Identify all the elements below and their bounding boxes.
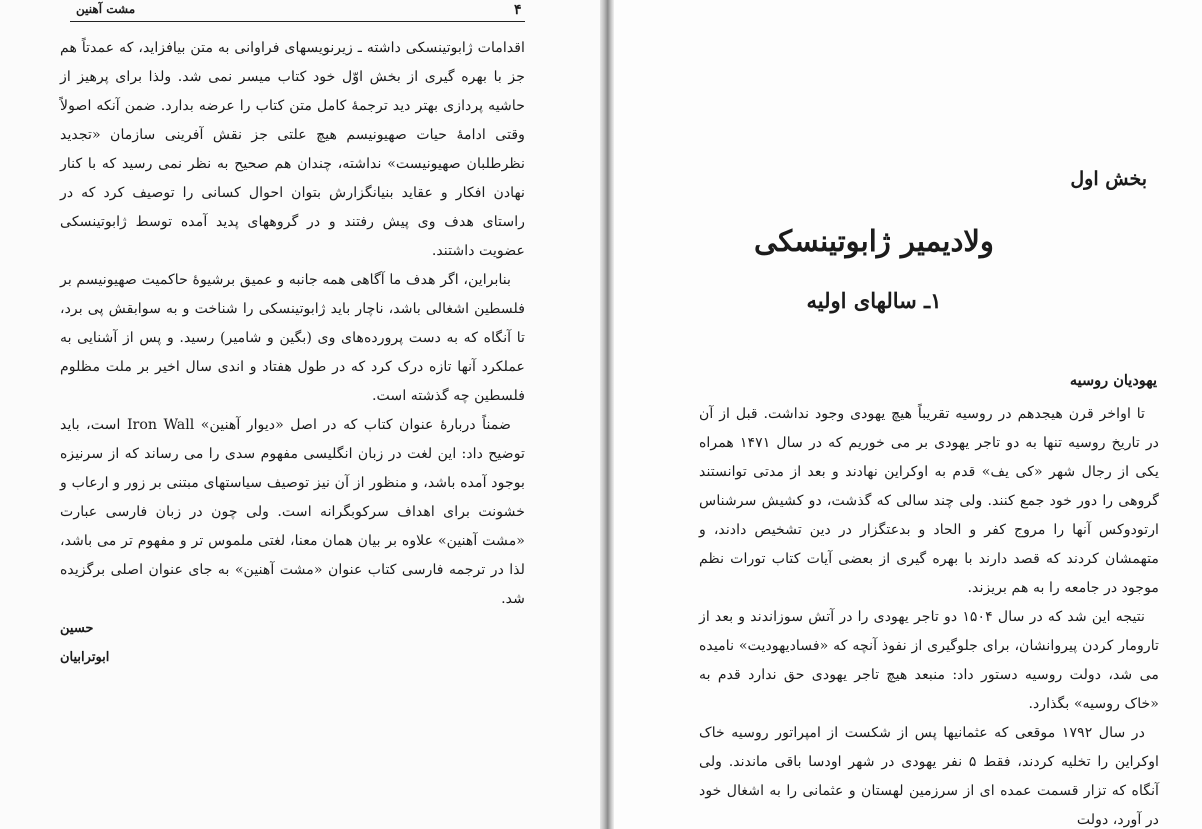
right-paragraph-1: تا اواخر قرن هیجدهم در روسیه تقریباً هیچ یهودی وجود نداشت. قبل از آن در تاریخ روسیه تنها به دو تاجر یهودی بر می خوریم که در سال ۱۴۷۱ همراه یکی از رجال شهر «کی یف» قدم به اوکراین نهادند و بعد از مدتی توانستند گروهی را دور خود جمع کنند. ولی چند سالی که گذشت، دو کشیش سرشناس ارتودوکس آنها را مروج کفر و الحاد و بدعتگزار در دین تشخیص دادند، و متهمشان کردند که قصد دارند با بهره گیری از بعضی آیات کتاب تورات نظم موجود در جامعه را به هم بریزند. [699, 406, 1159, 596]
translator-signature: حسین ابوترابیان [60, 621, 110, 665]
right-page [614, 0, 1202, 829]
section-title: ۱ـ سالهای اولیه [806, 288, 942, 313]
book-gutter [600, 0, 614, 829]
header-rule [70, 21, 525, 22]
right-paragraph-3: در سال ۱۷۹۲ موقعی که عثمانیها پس از شکست از امپراتور روسیه خاک اوکراین را تخلیه کردند، فقط ۵ نفر یهودی در شهر اودسا باقی ماندند. ولی آنگاه که تزار قسمت عمده ای از سرزمین لهستان و عثمانی را به اشغال خود در آورد، دولت [699, 725, 1159, 828]
left-paragraph-2: بنابراین، اگر هدف ما آگاهی همه جانبه و عمیق برشیوهٔ حاکمیت صهیونیسم بر فلسطین اشغالی باشد، ناچار باید ژابوتینسکی را شناخت و به سوابقش پی برد، تا آنگاه که به دست پرورده‌های وی (بگین و شامیر) رسید. و پس از آشنایی به عملکرد آنها تازه درک کرد که در طول هفتاد و اندی سال اخیر بر ملت مظلوم فلسطین چه گذشته است. [60, 272, 525, 404]
part-label: بخش اول [1070, 168, 1147, 190]
subsection-title: یهودیان روسیه [1069, 372, 1157, 389]
running-header-title: مشت آهنین [76, 2, 136, 16]
right-paragraph-2: نتیجه این شد که در سال ۱۵۰۴ دو تاجر یهودی را در آتش سوزاندند و بعد از تارومار کردن پیروانشان، برای جلوگیری از نفوذ آنچه که «فسادیهودیت» نامیده می شد، دولت روسیه دستور داد: منبعد هیچ تاجر یهودی حق ندارد قدم به «خاک روسیه» بگذارد. [699, 609, 1159, 712]
left-page [0, 0, 600, 829]
page-number: ۴ [514, 2, 522, 18]
left-paragraph-3: ضمناً دربارهٔ عنوان کتاب که در اصل «دیوار آهنین» Iron Wall است، باید توضیح داد: این لغت در زبان انگلیسی مفهوم سدی را می رساند که از سرنیزه بوجود آمده باشد، و منظور از آن نیز توصیف سیاستهای مبتنی بر زور و ارعاب و خشونت برای اهداف سرکوبگرانه است. ولی چون در زبان فارسی عبارت «مشت آهنین» علاوه بر بیان همان معنا، لغتی ملموس تر و مفهوم تر می باشد، لذا در ترجمه فارسی کتاب عنوان «مشت آهنین» به جای عنوان اصلی برگزیده شد. [60, 417, 525, 607]
right-page-body [699, 400, 1159, 829]
chapter-title: ولادیمیر ژابوتینسکی [754, 224, 994, 258]
left-page-body [60, 34, 525, 672]
left-paragraph-1: اقدامات ژابوتینسکی داشته ـ زیرنویسهای فراوانی به متن بیافزاید، که عمدتاً هم جز با بهره گیری از بخش اوّل خود کتاب میسر نمی شد. ولذا برای پرهیز از حاشیه پردازی بهتر دید ترجمهٔ کامل متن کتاب را عرضه بدارد. ضمن آنکه اصولاً وقتی ادامهٔ حیات صهیونیسم هیچ علتی جز نقش آفرینی سازمان «تجدید نظرطلبان صهیونیست» نداشته، چندان هم صحیح به نظر نمی رسید که با کنار نهادن افکار و عقاید بنیانگزارش بتوان احوال کسانی را توصیف کرد که در راستای هدف وی پیش رفتند و در گروههای پدید آمده توسط ژابوتینسکی عضویت داشتند. [60, 40, 525, 259]
